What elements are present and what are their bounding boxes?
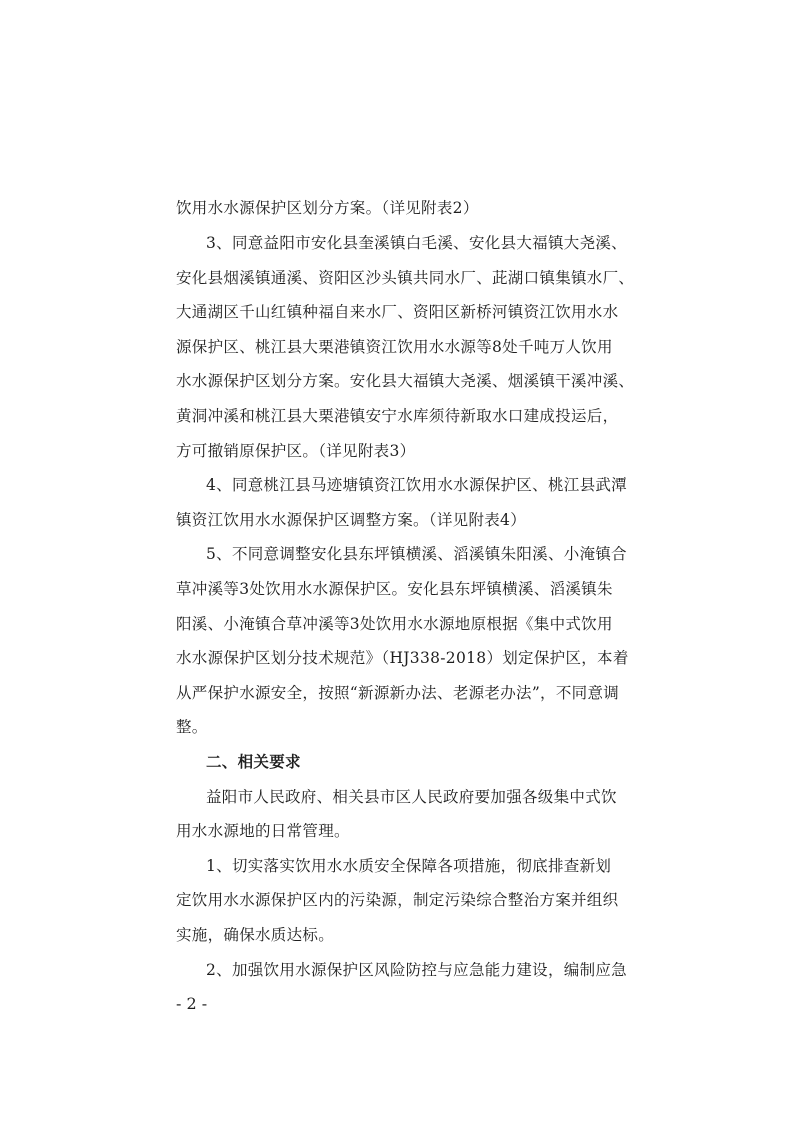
text-line: 镇资江饮用水水源保护区调整方案。（详见附表4） — [176, 511, 527, 529]
text-line: 安化县烟溪镇通溪、资阳区沙头镇共同水厂、茈湖口镇集镇水厂、 — [176, 269, 635, 287]
text-line: 草冲溪等3处饮用水水源保护区。安化县东坪镇横溪、滔溪镇朱 — [176, 580, 613, 598]
text-line: 水水源保护区划分技术规范》（HJ338-2018）划定保护区，本着 — [176, 649, 629, 667]
text-line: 定饮用水水源保护区内的污染源，制定污染综合整治方案并组织 — [176, 891, 619, 909]
text-line: 4、同意桃江县马迹塘镇资江饮用水水源保护区、桃江县武潭 — [206, 476, 627, 494]
text-line: 黄洞冲溪和桃江县大栗港镇安宁水库须待新取水口建成投运后， — [176, 407, 619, 425]
text-line: 整。 — [176, 718, 208, 736]
section-heading: 二、相关要求 — [206, 753, 301, 771]
text-line: 阳溪、小淹镇合草冲溪等3处饮用水水源地原根据《集中式饮用 — [176, 615, 613, 633]
text-line: 2、加强饮用水源保护区风险防控与应急能力建设，编制应急 — [206, 961, 627, 979]
text-line: 从严保护水源安全，按照“新源新办法、老源老办法”，不同意调 — [176, 684, 620, 702]
text-line: 源保护区、桃江县大栗港镇资江饮用水水源等8处千吨万人饮用 — [176, 338, 613, 356]
text-line: 1、切实落实饮用水水质安全保障各项措施，彻底排查新划 — [206, 857, 612, 875]
text-line: 方可撤销原保护区。（详见附表3） — [176, 442, 416, 460]
text-line: 饮用水水源保护区划分方案。（详见附表2） — [176, 199, 479, 217]
text-line: 用水水源地的日常管理。 — [176, 822, 350, 840]
text-line: 大通湖区千山红镇种福自来水厂、资阳区新桥河镇资江饮用水水 — [176, 303, 619, 321]
text-line: 实施，确保水质达标。 — [176, 926, 335, 944]
text-line: 3、同意益阳市安化县奎溪镇白毛溪、安化县大福镇大尧溪、 — [206, 234, 627, 252]
page-number: - 2 - — [176, 994, 208, 1013]
text-line: 5、不同意调整安化县东坪镇横溪、滔溪镇朱阳溪、小淹镇合 — [206, 545, 627, 563]
text-line: 益阳市人民政府、相关县市区人民政府要加强各级集中式饮 — [206, 788, 617, 806]
text-line: 水水源保护区划分方案。安化县大福镇大尧溪、烟溪镇干溪冲溪、 — [176, 372, 635, 390]
